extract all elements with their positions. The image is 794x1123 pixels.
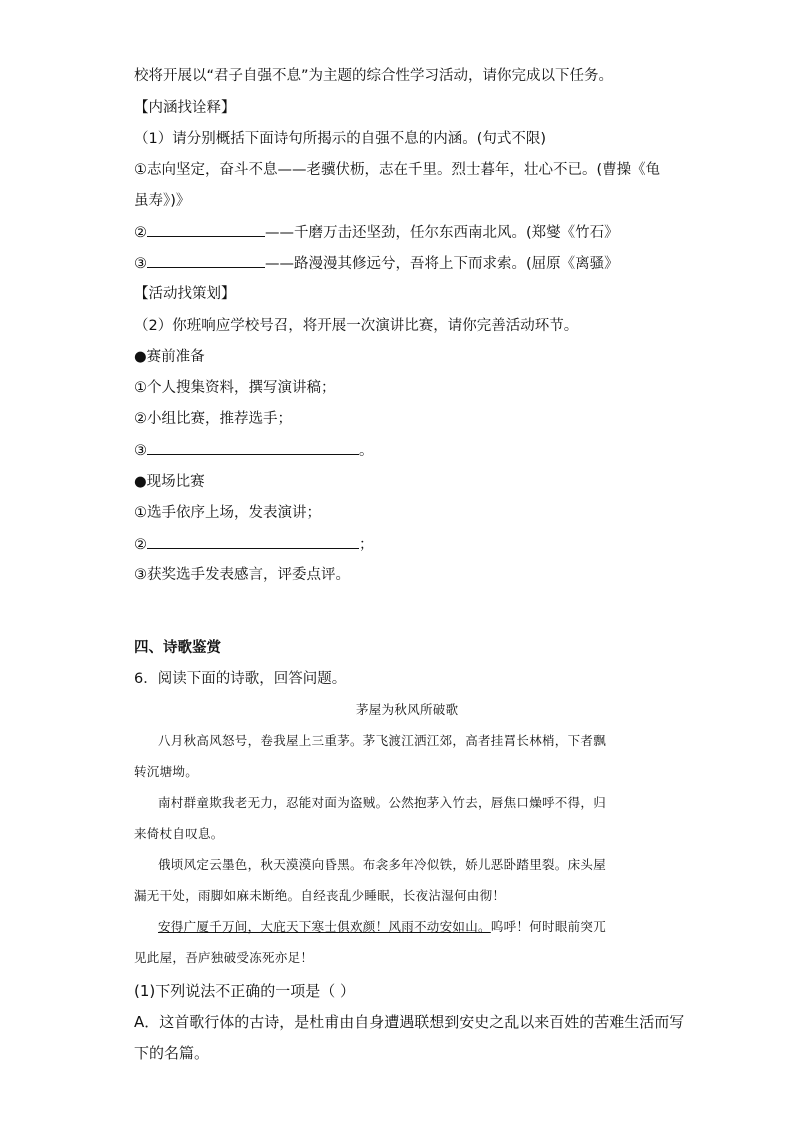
onsite-2-suffix: ； [359,537,374,553]
prep-item-1: ①个人搜集资料，撰写演讲稿； [134,380,336,396]
part-4-heading: 四、诗歌鉴赏 [134,640,221,656]
item-2-prefix: ② [134,225,147,241]
onsite-item-3: ③获奖选手发表感言，评委点评。 [134,567,350,583]
sub-question-1: (1)下列说法不正确的一项是（ ） [134,982,356,1000]
intro-text: 校将开展以“君子自强不息”为主题的综合性学习活动，请你完成以下任务。 [134,68,614,84]
answer-blank-2[interactable] [147,222,265,237]
prep-title: ●赛前准备 [134,349,205,365]
answer-blank-3[interactable] [147,253,265,268]
poem-stanza-4-line-1 [158,918,606,936]
poem-stanza-1-line-1: 八月秋高风怒号，卷我屋上三重茅。茅飞渡江洒江郊，高者挂罥长林梢，下者飘 [158,733,607,748]
section-heading-connotation: 【内涵找诠释】 [134,100,236,116]
item-1-line-1: ①志向坚定，奋斗不息——老骥伏枥，志在千里。烈士暮年，壮心不已。(曹操《龟 [134,162,661,178]
poem-title: 茅屋为秋风所破歌 [356,702,459,717]
answer-blank-prep-3[interactable] [147,440,359,455]
question-2: （2）你班响应学校号召，将开展一次演讲比赛，请你完善活动环节。 [134,318,579,334]
prep-item-2: ②小组比赛，推荐选手； [134,411,292,427]
item-3 [134,253,619,274]
prep-3-suffix: 。 [359,443,374,459]
prep-3-prefix: ③ [134,443,147,459]
onsite-item-1: ①选手依序上场，发表演讲； [134,505,321,521]
poem-stanza-4-line-2: 见此屋，吾庐独破受冻死亦足！ [134,950,314,965]
answer-blank-onsite-2[interactable] [147,534,359,549]
section-heading-planning: 【活动找策划】 [134,286,236,302]
option-a-line-1: A．这首歌行体的古诗，是杜甫由自身遭遇联想到安史之乱以来百姓的苦难生活而写 [134,1013,685,1031]
poem-underlined-lines: 安得广厦千万间，大庇天下寒士俱欢颜！风雨不动安如山。 [158,919,491,934]
poem-stanza-1-line-2: 转沉塘坳。 [134,764,199,779]
item-3-prefix: ③ [134,256,147,272]
question-1: （1）请分别概括下面诗句所揭示的自强不息的内涵。(句式不限) [134,131,547,147]
option-a-line-2: 下的名篇。 [134,1044,210,1062]
item-2 [134,222,619,243]
prep-item-3 [134,440,374,461]
onsite-item-2 [134,534,374,555]
question-6: 6．阅读下面的诗歌，回答问题。 [134,671,347,687]
item-2-text: ——千磨万击还坚劲，任尔东西南北风。(郑燮《竹石》 [265,225,619,241]
poem-stanza-4-rest: 呜呼！何时眼前突兀 [490,919,607,934]
poem-stanza-3-line-2: 漏无干处，雨脚如麻未断绝。自经丧乱少睡眠，长夜沾湿何由彻！ [134,888,506,903]
poem-stanza-2-line-1: 南村群童欺我老无力，忍能对面为盗贼。公然抱茅入竹去，唇焦口燥呼不得，归 [158,795,607,810]
item-1-line-2: 虽寿》)》 [134,193,191,209]
onsite-title: ●现场比赛 [134,474,205,490]
poem-stanza-3-line-1: 俄顷风定云墨色，秋天漠漠向昏黑。布衾多年冷似铁，娇儿恶卧踏里裂。床头屋 [158,857,607,872]
onsite-2-prefix: ② [134,537,147,553]
item-3-text: ——路漫漫其修远兮，吾将上下而求索。(屈原《离骚》 [265,256,619,272]
poem-stanza-2-line-2: 来倚杖自叹息。 [134,826,224,841]
